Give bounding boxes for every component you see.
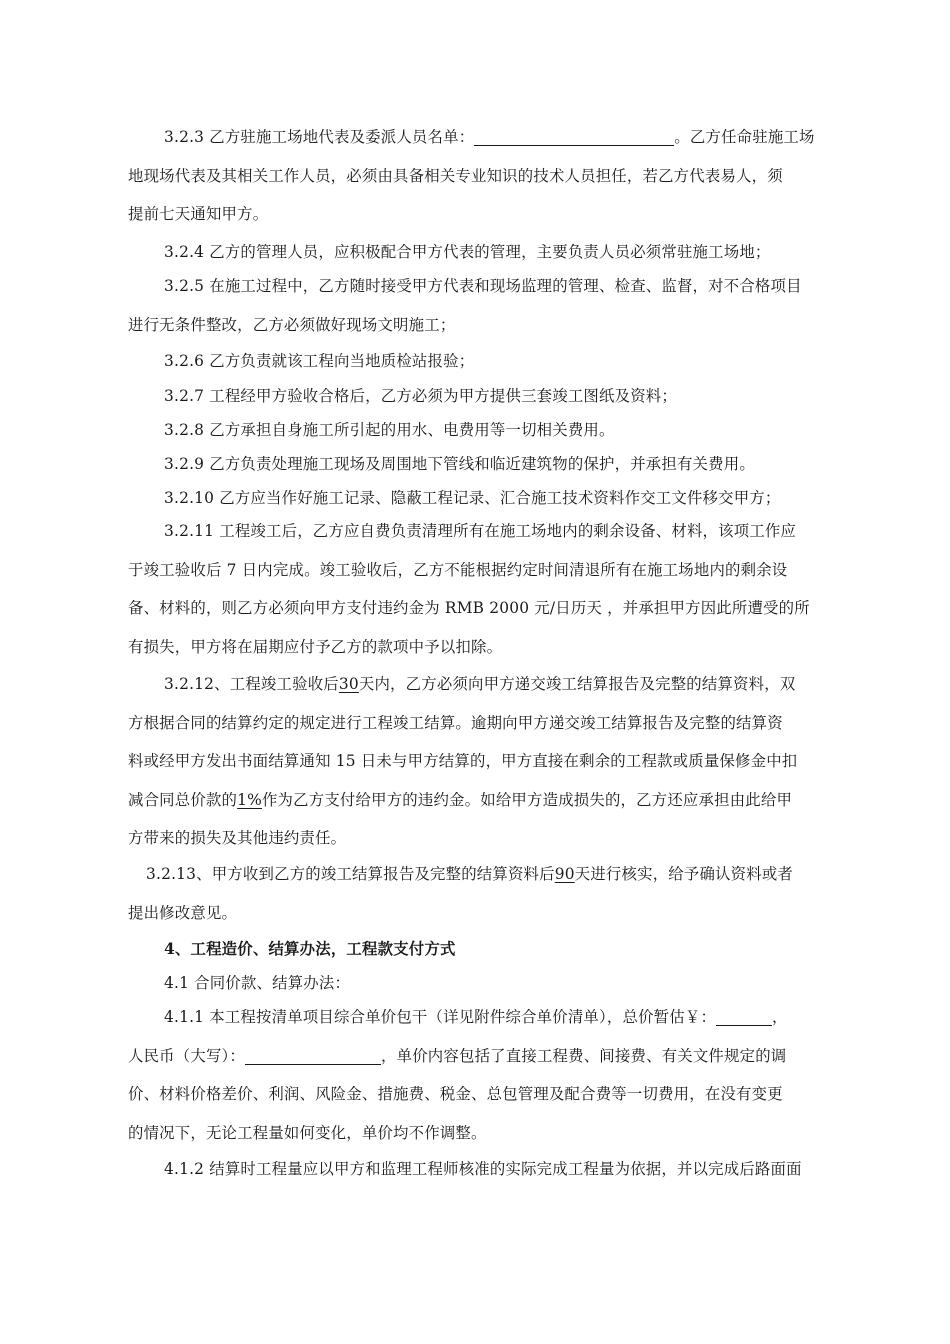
clause-text: 3.2.11 工程竣工后，乙方应自费负责清理所有在施工场地内的剩余设备、材料，该项工作应 [164,522,797,540]
heading-text: 4、工程造价、结算办法，工程款支付方式 [164,940,456,958]
clause-3-2-12 [128,665,852,858]
clause-text: 3.2.8 乙方承担自身施工所引起的用水、电费用等一切相关费用。 [164,421,615,439]
clause-3-2-13 [128,855,852,932]
clause-3-2-9 [128,445,852,484]
clause-3-2-6 [128,342,852,381]
clause-text: 3.2.6 乙方负责就该工程向当地质检站报验； [164,352,475,370]
clause-text: 提出修改意见。 [128,903,238,922]
clause-text: ，单价内容包括了直接工程费、间接费、有关文件规定的调 [381,1046,787,1065]
clause-text: 的情况下，无论工程量如何变化，单价均不作调整。 [128,1123,487,1142]
clause-3-2-11 [128,512,852,666]
days-value: 30 [338,675,359,693]
clause-text: 方根据合同的结算约定的规定进行工程竣工结算。逾期向甲方递交竣工结算报告及完整的结算资 [128,713,783,732]
clause-3-2-8 [128,411,852,450]
clause-3-2-4 [128,233,852,272]
clause-3-2-3 [128,118,852,234]
representative-names-blank[interactable] [474,127,674,146]
total-price-blank[interactable] [716,1007,772,1026]
section-4-heading [128,930,852,969]
clause-text: 3.2.4 乙方的管理人员，应积极配合甲方代表的管理，主要负责人员必须常驻施工场地； [164,243,771,261]
days-value: 90 [554,865,575,883]
clause-4-1 [128,964,852,1003]
clause-text: 备、材料的，则乙方必须向甲方支付违约金为 RMB 2000 元/日历天 ，并承担甲方因此所遭受的所 [128,599,810,617]
clause-text: ， [772,1008,788,1026]
clause-text: 于竣工验收后 7 日内完成。竣工验收后，乙方不能根据约定时间清退所有在施工场地内的剩余设 [128,560,788,579]
clause-text: 方带来的损失及其他违约责任。 [128,829,347,847]
clause-4-1-1 [128,998,852,1152]
clause-4-1-2 [128,1150,852,1189]
clause-3-2-5 [128,267,852,344]
clause-text: 减合同总价款的 [128,790,238,809]
clause-text: 天内，乙方必须向甲方递交竣工结算报告及完整的结算资料，双 [358,675,796,693]
clause-text: 料或经甲方发出书面结算通知 15 日未与甲方结算的，甲方直接在剩余的工程款或质量保修金中扣 [128,752,798,770]
clause-text: 价、材料价格差价、利润、风险金、措施费、税金、总包管理及配合费等一切费用，在没有变更 [128,1085,783,1103]
clause-text: 有损失，甲方将在届期应付予乙方的款项中予以扣除。 [128,637,503,656]
clause-text: 3.2.7 工程经甲方验收合格后，乙方必须为甲方提供三套竣工图纸及资料； [164,387,677,405]
clause-text: 4.1.2 结算时工程量应以甲方和监理工程师核准的实际完成工程量为依据，并以完成后路面面 [164,1160,802,1178]
clause-text: 3.2.13、甲方收到乙方的竣工结算报告及完整的结算资料后 [146,865,555,883]
clause-text: 人民币（大写）： [128,1046,246,1065]
clause-text: 。乙方任命驻施工场 [674,128,815,146]
clause-text: 3.2.3 乙方驻施工场地代表及委派人员名单： [164,128,475,146]
clause-text: 地现场代表及其相关工作人员，必须由具备相关专业知识的技术人员担任，若乙方代表易人，须 [128,166,783,185]
clause-text: 作为乙方支付给甲方的违约金。如给甲方造成损失的，乙方还应承担由此给甲 [261,790,793,809]
clause-text: 3.2.12、工程竣工验收后 [164,675,339,693]
penalty-percent: 1% [237,790,262,809]
clause-text: 4.1.1 本工程按清单项目综合单价包干（详见附件综合单价清单），总价暂估￥： [164,1008,717,1026]
clause-text: 天进行核实，给予确认资料或者 [574,865,794,883]
clause-text: 4.1 合同价款、结算办法： [164,974,351,992]
clause-text: 进行无条件整改，乙方必须做好现场文明施工； [128,315,456,334]
clause-text: 3.2.9 乙方负责处理施工现场及周围地下管线和临近建筑物的保护，并承担有关费用。 [164,455,755,473]
clause-text: 3.2.5 在施工过程中，乙方随时接受甲方代表和现场监理的管理、检查、监督，对不合格项目 [164,277,802,295]
clause-text: 提前七天通知甲方。 [128,205,269,223]
clause-text: 3.2.10 乙方应当作好施工记录、隐蔽工程记录、汇合施工技术资料作交工文件移交甲方； [164,489,781,507]
clause-3-2-7 [128,377,852,416]
rmb-uppercase-blank[interactable] [245,1046,381,1065]
